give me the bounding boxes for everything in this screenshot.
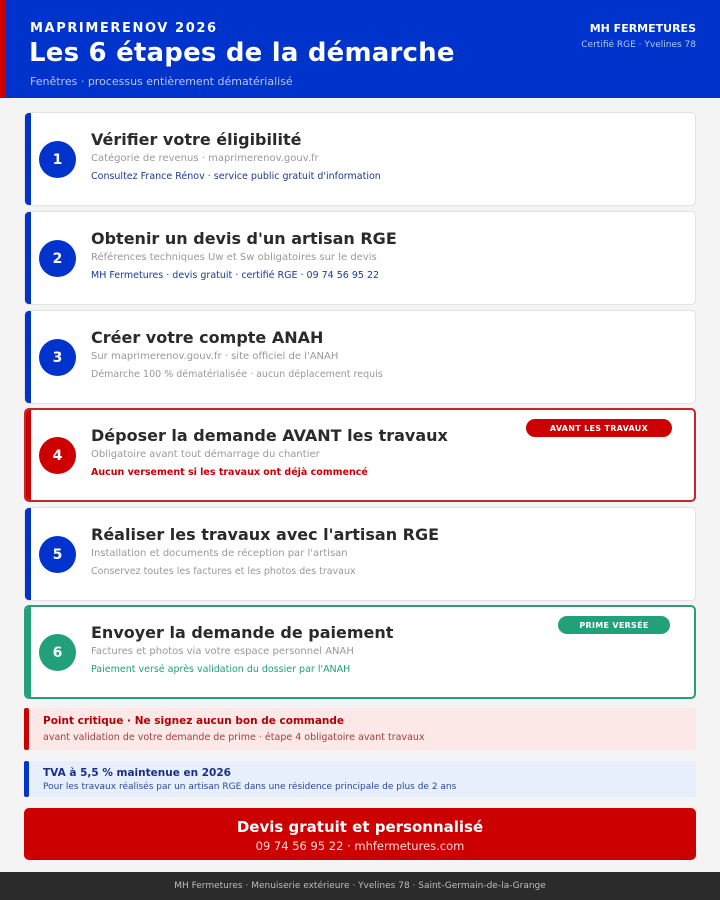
page-footer [0, 872, 720, 900]
cta-contact[interactable]: 09 74 56 95 22 · mhfermetures.com [255, 839, 465, 853]
step-title: Envoyer la demande de paiement [91, 623, 394, 642]
step-note: Conservez toutes les factures et les photos des travaux [91, 566, 356, 577]
step-number-badge: 2 [39, 240, 76, 277]
step-description: Factures et photos via votre espace personnel ANAH [91, 646, 354, 657]
step-note: MH Fermetures · devis gratuit · certifié RGE · 09 74 56 95 22 [91, 270, 380, 281]
step-note: Paiement versé après validation du dossier par l'ANAH [91, 664, 351, 675]
step-description: Sur maprimerenov.gouv.fr · site officiel de l'ANAH [91, 351, 339, 362]
page-subtitle: Fenêtres · processus entièrement dématérialisé [30, 75, 293, 88]
step-title: Déposer la demande AVANT les travaux [91, 426, 448, 445]
quote-cta-banner[interactable] [24, 808, 696, 860]
step-accent-bar [25, 508, 31, 600]
step-card-1 [24, 112, 696, 206]
step-accent-bar [25, 607, 31, 697]
step-card-5 [24, 507, 696, 601]
alert-title: Point critique · Ne signez aucun bon de commande [43, 715, 345, 727]
step-note: Consultez France Rénov · service public gratuit d'information [91, 171, 381, 182]
step-card-2 [24, 211, 696, 305]
alert-accent-bar [24, 708, 29, 750]
critical-alert [24, 708, 696, 750]
step-number-badge: 5 [39, 536, 76, 573]
brand-name: MH FERMETURES [589, 22, 696, 35]
step-number-badge: 3 [39, 339, 76, 376]
header-accent-stripe [0, 0, 6, 98]
step-card-3 [24, 310, 696, 404]
step-accent-bar [25, 212, 31, 304]
step-accent-bar [25, 410, 31, 500]
alert-title: TVA à 5,5 % maintenue en 2026 [43, 767, 231, 779]
step-title: Obtenir un devis d'un artisan RGE [91, 229, 397, 248]
step-title: Créer votre compte ANAH [91, 328, 324, 347]
step-title: Vérifier votre éligibilité [91, 130, 302, 149]
brand-tagline: Certifié RGE · Yvelines 78 [581, 40, 696, 50]
page-title: Les 6 étapes de la démarche [29, 38, 455, 68]
step-description: Catégorie de revenus · maprimerenov.gouv.fr [91, 153, 319, 164]
step-note: Démarche 100 % dématérialisée · aucun déplacement requis [91, 369, 383, 380]
step-description: Obligatoire avant tout démarrage du chantier [91, 449, 320, 460]
alert-text: Pour les travaux réalisés par un artisan RGE dans une résidence principale de plus de 2 ans [43, 782, 457, 792]
step-number-badge: 1 [39, 141, 76, 178]
step-accent-bar [25, 113, 31, 205]
status-badge-premium-paid: PRIME VERSÉE [558, 616, 670, 634]
alert-accent-bar [24, 761, 29, 797]
status-badge-before-works: AVANT LES TRAVAUX [526, 419, 672, 437]
step-description: Installation et documents de réception par l'artisan [91, 548, 348, 559]
step-warning: Aucun versement si les travaux ont déjà commencé [91, 467, 368, 478]
cta-title: Devis gratuit et personnalisé [236, 818, 484, 836]
step-accent-bar [25, 311, 31, 403]
step-number-badge: 6 [39, 634, 76, 671]
footer-text: MH Fermetures · Menuiserie extérieure · Yvelines 78 · Saint-Germain-de-la-Grange [174, 881, 546, 891]
step-title: Réaliser les travaux avec l'artisan RGE [91, 525, 440, 544]
step-description: Références techniques Uw et Sw obligatoires sur le devis [91, 252, 377, 263]
page-header [0, 0, 720, 98]
info-alert [24, 761, 696, 797]
alert-text: avant validation de votre demande de prime · étape 4 obligatoire avant travaux [43, 732, 425, 743]
step-number-badge: 4 [39, 437, 76, 474]
header-kicker: MAPRIMERENOV 2026 [30, 21, 218, 36]
step-card-4 [24, 408, 696, 502]
step-card-6 [24, 605, 696, 699]
